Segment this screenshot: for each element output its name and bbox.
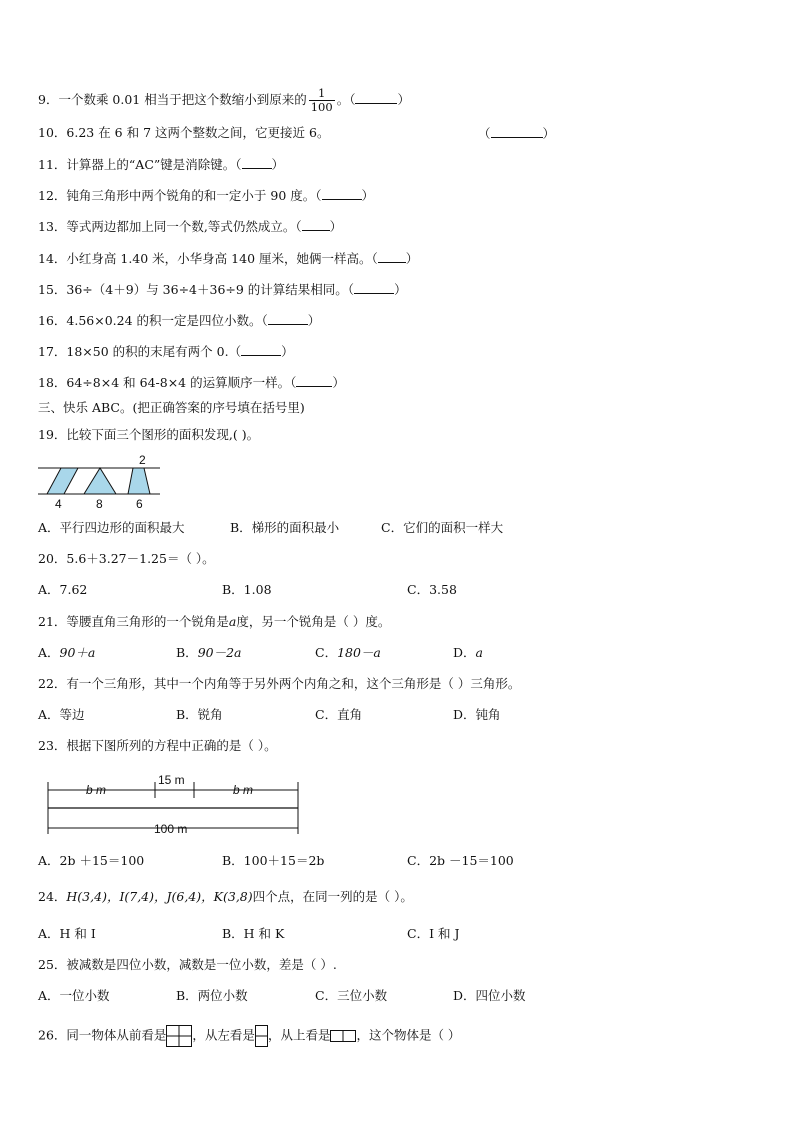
option-expression: 90－2a (197, 645, 242, 660)
question-text: 四个点，在同一列的是（ ）。 (252, 889, 413, 904)
triangle-shape (84, 468, 116, 494)
question-text: ） (281, 344, 294, 359)
question-text: ） (405, 251, 419, 266)
option-a[interactable]: A．平行四边形的面积最大 (38, 520, 185, 535)
line-segment-diagram (40, 770, 310, 840)
option-c[interactable]: C．直角 (315, 707, 363, 722)
question-14 (38, 250, 418, 267)
question-text: ） (332, 375, 345, 390)
question-text: ，从上看是 (267, 1027, 331, 1043)
question-text: 一个数乘 0.01 相当于把这个数缩小到原来的 (58, 92, 307, 107)
question-number: 15． (38, 282, 67, 297)
section-heading: 三、快乐 ABC。(把正确答案的序号填在括号里) (38, 400, 305, 415)
variable: a (228, 614, 237, 629)
question-number: 25． (38, 957, 67, 972)
paren: （ (478, 126, 491, 141)
question-text: 18×50 的积的末尾有两个 0.（ (66, 344, 242, 359)
question-number: 14． (38, 251, 67, 266)
paren: ） (542, 126, 556, 141)
option-b[interactable]: B．梯形的面积最小 (230, 520, 340, 535)
option-c[interactable] (315, 645, 381, 661)
option-b[interactable]: B．100＋15＝2b (222, 853, 325, 868)
question-26 (38, 1025, 460, 1047)
answer-blank[interactable] (268, 312, 308, 325)
question-number: 18． (38, 375, 67, 390)
question-text: 等腰直角三角形的一个锐角是 (66, 614, 229, 629)
question-text: 6.23 在 6 和 7 这两个整数之间，它更接近 6。 (66, 125, 330, 140)
question-15 (38, 281, 407, 298)
question-text: 64÷8×4 和 64-8×4 的运算顺序一样。（ (66, 375, 297, 390)
option-b[interactable]: B．H 和 K (222, 926, 285, 941)
figure-label: 2 (139, 453, 146, 467)
question-13 (38, 218, 342, 235)
question-16 (38, 312, 320, 329)
answer-blank[interactable] (241, 343, 281, 356)
question-number: 22． (38, 676, 67, 691)
question-11 (38, 156, 284, 173)
question-text: 等式两边都加上同一个数,等式仍然成立。（ (66, 219, 302, 234)
question-number: 23． (38, 738, 67, 753)
question-text: 小红身高 1.40 米，小华身高 140 厘米，她俩一样高。（ (66, 251, 378, 266)
option-a[interactable]: A．7.62 (38, 582, 88, 597)
option-c[interactable]: C．2b －15＝100 (407, 853, 514, 868)
question-text: 有一个三角形，其中一个内角等于另外两个内角之和，这个三角形是（ ）三角形。 (66, 676, 521, 691)
question-number: 24． (38, 889, 67, 904)
question-24 (38, 889, 413, 905)
question-22 (38, 676, 520, 692)
question-19 (38, 427, 259, 443)
figure-label: 6 (136, 497, 143, 511)
question-text: 钝角三角形中两个锐角的和一定小于 90 度。（ (66, 188, 322, 203)
fraction-denominator: 100 (310, 100, 333, 114)
parallelogram-shape (47, 468, 78, 494)
left-view-icon (255, 1025, 268, 1047)
question-number: 21． (38, 614, 67, 629)
question-text: 比较下面三个图形的面积发现,( )。 (66, 427, 260, 442)
option-a[interactable]: A．H 和 I (38, 926, 96, 941)
figure-label: b m (86, 783, 107, 797)
question-text: ） (271, 157, 285, 172)
option-label: A． (38, 645, 60, 660)
answer-blank[interactable] (302, 218, 330, 231)
question-text: 同一物体从前看是 (66, 1027, 167, 1043)
answer-blank[interactable] (242, 156, 272, 169)
answer-blank[interactable] (322, 187, 362, 200)
question-text: ） (394, 282, 407, 297)
question-20 (38, 551, 215, 567)
option-label: C． (315, 645, 338, 660)
question-10-answer (478, 125, 555, 142)
answer-blank[interactable] (354, 281, 394, 294)
question-number: 11． (38, 157, 67, 172)
option-b[interactable]: B．锐角 (176, 707, 223, 722)
question-text: 4.56×0.24 的积一定是四位小数。（ (66, 313, 268, 328)
shapes-figure (36, 452, 166, 512)
trapezoid-shape (128, 468, 150, 494)
question-12 (38, 187, 374, 204)
option-label: B． (176, 645, 198, 660)
question-text: ，这个物体是（ ） (356, 1027, 461, 1043)
answer-blank[interactable] (355, 91, 397, 104)
question-number: 9． (38, 92, 59, 107)
question-text: 。（ (336, 92, 356, 107)
question-number: 16． (38, 313, 67, 328)
option-b[interactable]: B．1.08 (222, 582, 272, 597)
question-text: 被减数是四位小数，减数是一位小数，差是（ ）. (66, 957, 337, 972)
question-text: ） (307, 313, 321, 328)
option-expression: 90＋a (59, 645, 96, 660)
option-a[interactable]: A．等边 (38, 707, 85, 722)
option-expression: 180－a (337, 645, 381, 660)
question-25 (38, 957, 337, 973)
question-text: 度，另一个锐角是（ ）度。 (236, 614, 391, 629)
option-a[interactable]: A．一位小数 (38, 988, 110, 1003)
question-number: 17． (38, 344, 67, 359)
option-c[interactable]: C．3.58 (407, 582, 457, 597)
question-text: 36÷（4＋9）与 36÷4＋36÷9 的计算结果相同。（ (66, 282, 355, 297)
question-text: ） (361, 188, 375, 203)
question-21 (38, 614, 390, 630)
figure-label: b m (233, 783, 254, 797)
fraction-numerator: 1 (309, 87, 335, 101)
figure-label: 4 (55, 497, 62, 511)
option-b[interactable] (176, 645, 242, 661)
question-9 (38, 87, 410, 114)
question-17 (38, 343, 294, 360)
question-number: 10． (38, 125, 67, 140)
question-text: 计算器上的“AC”键是消除键。（ (66, 157, 242, 172)
option-c[interactable]: C．I 和 J (407, 926, 460, 941)
figure-label: 100 m (154, 822, 188, 836)
question-text: ） (397, 92, 410, 107)
question-text: ） (329, 219, 343, 234)
question-number: 26． (38, 1027, 67, 1043)
top-view-icon (330, 1030, 356, 1042)
question-text: ，从左看是 (192, 1027, 255, 1043)
question-10 (38, 125, 329, 141)
front-view-icon (166, 1025, 192, 1047)
figure-label: 8 (96, 497, 103, 511)
option-d[interactable]: D．钝角 (453, 707, 501, 722)
question-number: 19． (38, 427, 67, 442)
question-number: 12． (38, 188, 67, 203)
option-c[interactable]: C．它们的面积一样大 (381, 520, 504, 535)
option-label: D． (453, 645, 476, 660)
answer-blank[interactable] (378, 250, 406, 263)
figure-label: 15 m (158, 773, 185, 787)
question-text: 根据下图所列的方程中正确的是（ ）。 (66, 738, 277, 753)
fraction (309, 87, 335, 114)
option-expression: a (475, 645, 483, 660)
point-list: H(3,4)，I(7,4)，J(6,4)，K(3,8) (66, 889, 253, 904)
option-d[interactable]: D．四位小数 (453, 988, 526, 1003)
answer-blank[interactable] (296, 374, 332, 387)
option-d[interactable] (453, 645, 483, 661)
answer-blank[interactable] (491, 125, 543, 138)
question-text: 5.6＋3.27－1.25＝（ ）。 (66, 551, 215, 566)
question-number: 20． (38, 551, 67, 566)
option-b[interactable]: B．两位小数 (176, 988, 248, 1003)
question-18 (38, 374, 345, 391)
question-number: 13． (38, 219, 67, 234)
option-a[interactable]: A．2b ＋15＝100 (38, 853, 145, 868)
option-a[interactable] (38, 645, 95, 661)
question-23 (38, 738, 277, 754)
option-c[interactable]: C．三位小数 (315, 988, 388, 1003)
